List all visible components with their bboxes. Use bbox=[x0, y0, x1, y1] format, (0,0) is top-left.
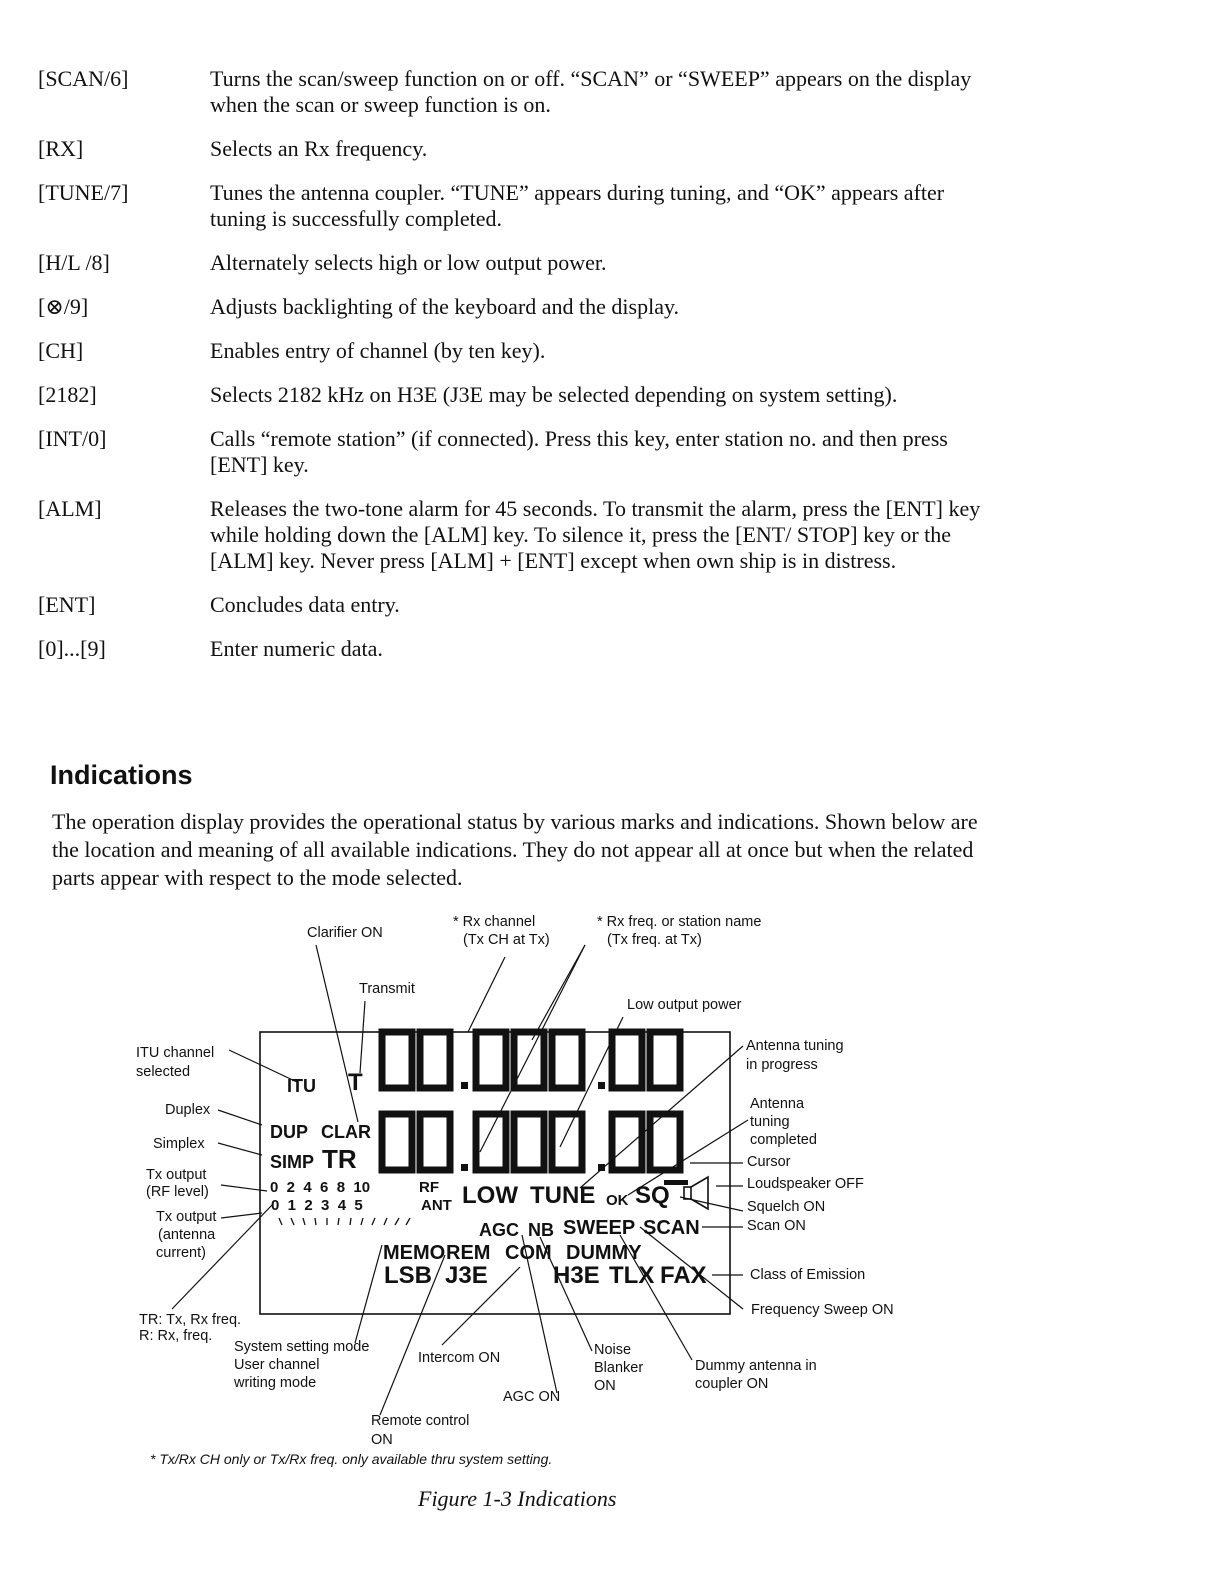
lcd-h3e-indicator: H3E bbox=[553, 1262, 600, 1289]
callout-tx-rf-line2: (RF level) bbox=[146, 1184, 209, 1200]
lcd-dummy-indicator: DUMMY bbox=[566, 1242, 642, 1264]
callout-antenna-done: Antenna bbox=[750, 1096, 805, 1112]
lcd-sq-indicator: SQ bbox=[635, 1182, 670, 1209]
callout-agc: AGC ON bbox=[503, 1389, 561, 1405]
key-description-table bbox=[38, 66, 988, 680]
callout-rx-freq: * Rx freq. or station name bbox=[597, 914, 762, 930]
section-heading: Indications bbox=[50, 760, 193, 790]
callout-system-setting: System setting mode bbox=[234, 1339, 370, 1355]
callout-remote: Remote control bbox=[371, 1413, 470, 1429]
lcd-tlx-indicator: TLX bbox=[609, 1262, 655, 1289]
lcd-low-indicator: LOW bbox=[462, 1182, 518, 1209]
section-intro: The operation display provides the operational status by various marks and indications. Shown below are the location and meaning of all available indications. They do not appear all at once but when the related parts appear with respect to the mode selected. bbox=[52, 809, 978, 890]
lcd-digits-row-1 bbox=[382, 1032, 680, 1088]
callout-rx-channel: * Rx channel bbox=[453, 914, 536, 930]
lcd-ok-indicator: OK bbox=[606, 1192, 629, 1209]
key-row bbox=[38, 382, 988, 408]
key-description: Adjusts backlighting of the keyboard and the display. bbox=[210, 294, 680, 319]
callout-tr-line2: R: Rx, freq. bbox=[139, 1328, 213, 1344]
callout-emission: Class of Emission bbox=[750, 1267, 866, 1283]
lcd-sweep-indicator: SWEEP bbox=[563, 1217, 636, 1239]
lcd-lsb-indicator: LSB bbox=[384, 1262, 432, 1289]
lcd-ant-label: ANT bbox=[421, 1197, 452, 1214]
key-name: [H/L /8] bbox=[38, 250, 110, 275]
key-name: [ALM] bbox=[38, 496, 102, 521]
callout-sweep: Frequency Sweep ON bbox=[751, 1302, 894, 1318]
key-row bbox=[38, 136, 988, 162]
key-description: Concludes data entry. bbox=[210, 592, 400, 617]
lcd-digits-row-2 bbox=[382, 1114, 680, 1170]
key-name: [TUNE/7] bbox=[38, 180, 129, 205]
key-row bbox=[38, 636, 988, 662]
key-description: Calls “remote station” (if connected). Press this key, enter station no. and then press [ENT] key. bbox=[210, 426, 948, 477]
key-row bbox=[38, 66, 988, 118]
indications-figure bbox=[0, 905, 1224, 1465]
callout-antenna-tuning-line2: in progress bbox=[746, 1057, 818, 1073]
lcd-ant-scale: 0 1 2 3 4 5 bbox=[271, 1197, 363, 1214]
callout-squelch: Squelch ON bbox=[747, 1199, 826, 1215]
callout-tx-ant-line3: current) bbox=[156, 1245, 206, 1261]
key-description: Enter numeric data. bbox=[210, 636, 383, 661]
callout-user-channel: User channel bbox=[234, 1357, 320, 1373]
lcd-agc-indicator: AGC bbox=[479, 1220, 519, 1240]
key-description: Releases the two-tone alarm for 45 seconds. To transmit the alarm, press the [ENT] key while holding down the [ALM] key. To silence it, press the [ENT/ STOP] key or the [ALM] key. Never press [ALM] + [ENT] except when own ship is in distress. bbox=[210, 496, 981, 573]
callout-intercom: Intercom ON bbox=[418, 1350, 501, 1366]
key-row bbox=[38, 250, 988, 276]
key-name: [INT/0] bbox=[38, 426, 107, 451]
lcd-rf-label: RF bbox=[419, 1179, 439, 1196]
lcd-memo-indicator: MEMO bbox=[383, 1242, 446, 1264]
key-name: [0]...[9] bbox=[38, 636, 106, 661]
callout-tx-ant-line2: (antenna bbox=[158, 1227, 216, 1243]
callout-low-power: Low output power bbox=[627, 997, 742, 1013]
lcd-rf-scale: 0 2 4 6 8 10 bbox=[270, 1179, 371, 1196]
key-name: [SCAN/6] bbox=[38, 66, 129, 91]
key-name: [⊗/9] bbox=[38, 294, 89, 319]
callout-rx-freq-note: (Tx freq. at Tx) bbox=[607, 932, 702, 948]
lcd-itu-indicator: ITU bbox=[287, 1076, 316, 1096]
callout-writing-mode: writing mode bbox=[234, 1375, 317, 1391]
lcd-clar-indicator: CLAR bbox=[321, 1122, 371, 1142]
key-row bbox=[38, 180, 988, 232]
lcd-simp-indicator: SIMP bbox=[270, 1152, 315, 1172]
callout-dummy-antenna: Dummy antenna in bbox=[695, 1358, 817, 1374]
key-description: Enables entry of channel (by ten key). bbox=[210, 338, 546, 363]
lcd-tune-indicator: TUNE bbox=[530, 1182, 596, 1209]
callout-clarifier: Clarifier ON bbox=[307, 925, 383, 941]
key-row bbox=[38, 496, 988, 574]
figure-caption: Figure 1-3 Indications bbox=[418, 1486, 617, 1511]
callout-antenna-tuning: Antenna tuning bbox=[746, 1038, 844, 1054]
key-name: [CH] bbox=[38, 338, 84, 363]
lcd-j3e-indicator: J3E bbox=[445, 1262, 488, 1289]
callout-noise-blanker-line2: Blanker bbox=[594, 1360, 644, 1376]
key-description: Tunes the antenna coupler. “TUNE” appears during tuning, and “OK” appears after tuning is successfully completed. bbox=[210, 180, 945, 231]
callout-itu: ITU channel bbox=[136, 1045, 215, 1061]
lcd-fax-indicator: FAX bbox=[660, 1262, 707, 1289]
lcd-scan-indicator: SCAN bbox=[643, 1217, 700, 1239]
callout-itu-line2: selected bbox=[136, 1064, 191, 1080]
lcd-scale-ticks bbox=[279, 1218, 410, 1225]
callout-noise-blanker-line3: ON bbox=[594, 1378, 616, 1394]
lcd-nb-indicator: NB bbox=[528, 1220, 554, 1240]
key-name: [2182] bbox=[38, 382, 97, 407]
lcd-com-indicator: COM bbox=[505, 1242, 552, 1264]
callout-scan: Scan ON bbox=[747, 1218, 806, 1234]
key-name: [RX] bbox=[38, 136, 84, 161]
key-description: Selects an Rx frequency. bbox=[210, 136, 428, 161]
callout-antenna-done-line2: tuning bbox=[750, 1114, 790, 1130]
key-row bbox=[38, 294, 988, 320]
callout-duplex: Duplex bbox=[165, 1102, 211, 1118]
key-row bbox=[38, 338, 988, 364]
callout-remote-line2: ON bbox=[371, 1432, 393, 1448]
callout-tx-ant: Tx output bbox=[156, 1209, 217, 1225]
callout-transmit: Transmit bbox=[359, 981, 415, 997]
callout-loudspeaker: Loudspeaker OFF bbox=[747, 1176, 864, 1192]
lcd-dup-indicator: DUP bbox=[270, 1122, 309, 1142]
callout-noise-blanker: Noise bbox=[594, 1342, 632, 1358]
callout-antenna-done-line3: completed bbox=[750, 1132, 817, 1148]
key-description: Alternately selects high or low output power. bbox=[210, 250, 607, 275]
callout-simplex: Simplex bbox=[153, 1136, 205, 1152]
lcd-transmit-indicator: T bbox=[348, 1069, 363, 1096]
callout-cursor: Cursor bbox=[747, 1154, 791, 1170]
callout-dummy-antenna-line2: coupler ON bbox=[695, 1376, 769, 1392]
key-description: Selects 2182 kHz on H3E (J3E may be selected depending on system setting). bbox=[210, 382, 898, 407]
callout-rx-channel-note: (Tx CH at Tx) bbox=[463, 932, 550, 948]
figure-footnote: * Tx/Rx CH only or Tx/Rx freq. only available thru system setting. bbox=[150, 1451, 553, 1467]
lcd-tr-indicator: TR bbox=[322, 1144, 357, 1174]
key-row bbox=[38, 592, 988, 618]
callout-tx-rf: Tx output bbox=[146, 1167, 207, 1183]
key-name: [ENT] bbox=[38, 592, 96, 617]
lcd-rem-indicator: REM bbox=[446, 1242, 491, 1264]
key-row bbox=[38, 426, 988, 478]
callout-tr: TR: Tx, Rx freq. bbox=[139, 1312, 242, 1328]
key-description: Turns the scan/sweep function on or off. “SCAN” or “SWEEP” appears on the display when the scan or sweep function is on. bbox=[210, 66, 972, 117]
